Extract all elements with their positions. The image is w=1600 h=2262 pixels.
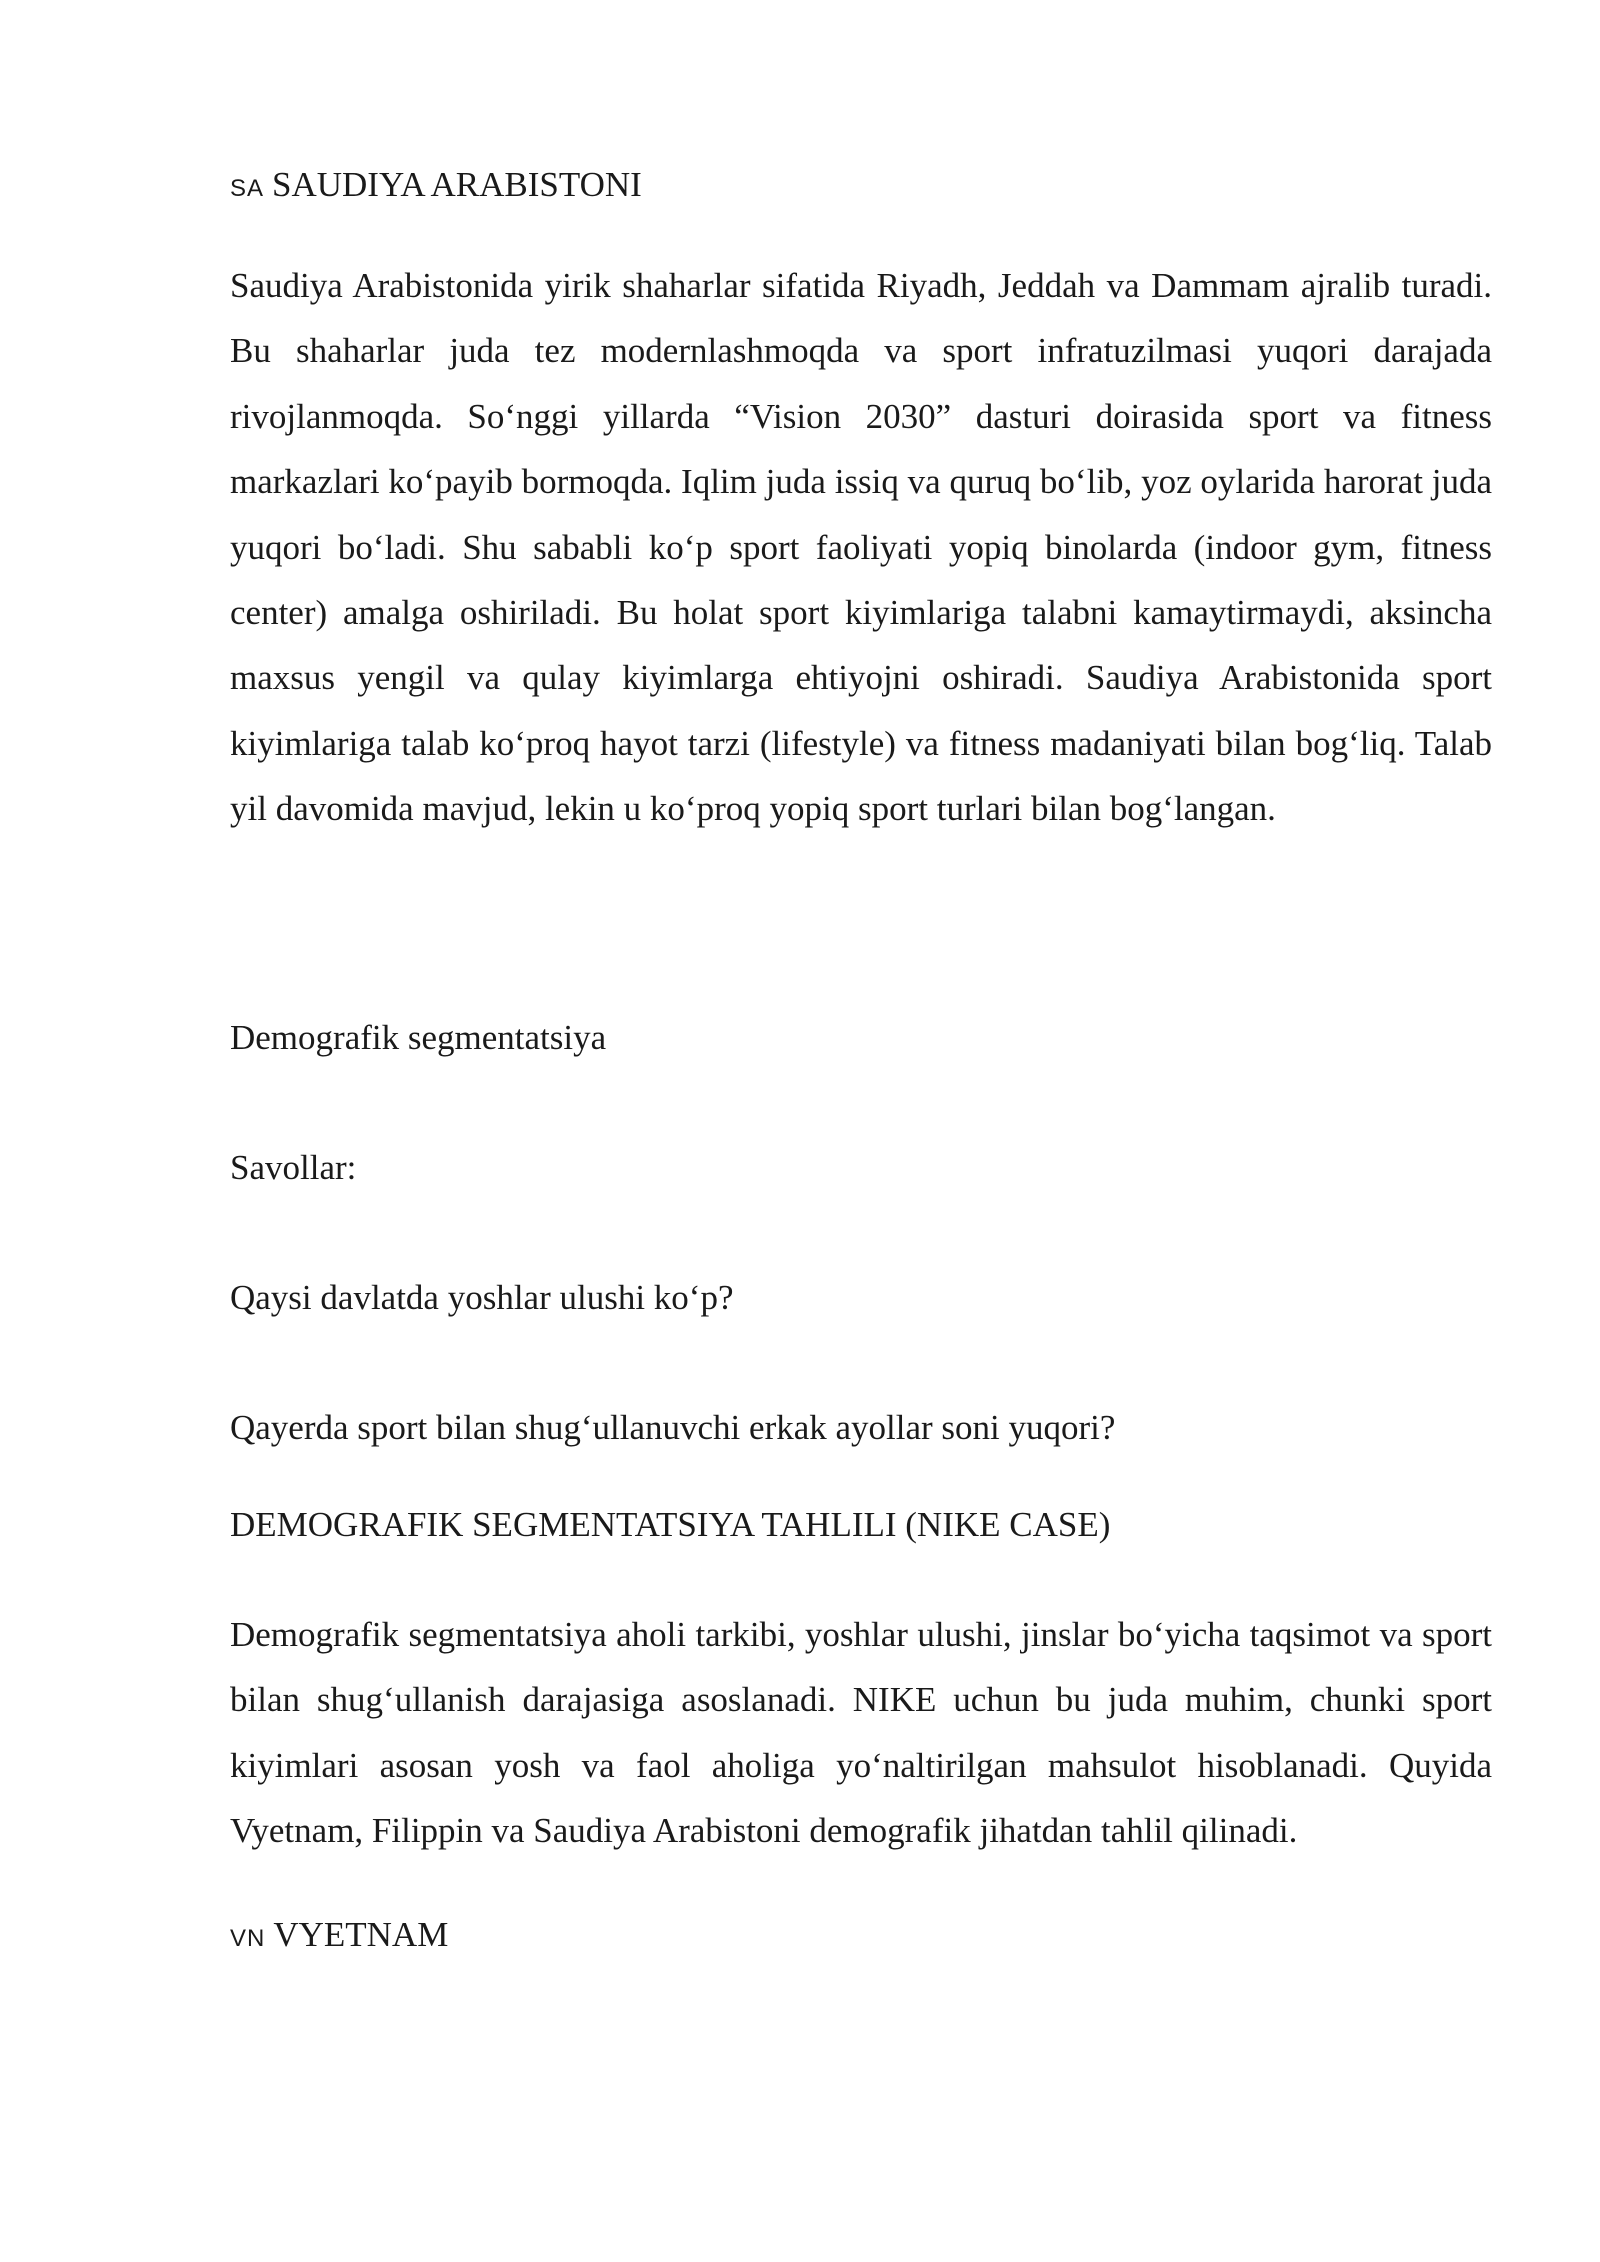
analysis-title: DEMOGRAFIK SEGMENTATSIYA TAHLILI (NIKE CASE) xyxy=(230,1505,1111,1544)
saudi-paragraph: Saudiya Arabistonida yirik shaharlar sifatida Riyadh, Jeddah va Dammam ajralib turadi. Bu shaharlar juda tez modernlashmoqda va sport infratuzilmasi yuqori darajada rivojlanmoqda. So‘nggi yillarda “Vision 2030” dasturi doirasida sport va fitness markazlari ko‘payib bormoqda. Iqlim juda issiq va quruq bo‘lib, yoz oylarida harorat juda yuqori bo‘ladi. Shu sababli ko‘p sport faoliyati yopiq binolarda (indoor gym, fitness center) amalga oshiriladi. Bu holat sport kiyimlariga talabni kamaytirmaydi, aksincha maxsus yengil va qulay kiyimlarga ehtiyojni oshiradi. Saudiya Arabistonida sport kiyimlariga talab ko‘proq hayot tarzi (lifestyle) va fitness madaniyati bilan bog‘liq. Talab yil davomida mavjud, lekin u ko‘proq yopiq sport turlari bilan bog‘langan. xyxy=(230,266,1492,829)
question-2: Qayerda sport bilan shug‘ullanuvchi erkak ayollar soni yuqori? xyxy=(230,1408,1116,1447)
analysis-paragraph: Demografik segmentatsiya aholi tarkibi, yoshlar ulushi, jinslar bo‘yicha taqsimot va sport bilan shug‘ullanish darajasiga asoslanadi. NIKE uchun bu juda muhim, chunki sport kiyimlari asosan yosh va faol aholiga yo‘naltirilgan mahsulot hisoblanadi. Quyida Vyetnam, Filippin va Saudiya Arabistoni demografik jihatdan tahlil qilinadi. xyxy=(230,1615,1492,1851)
vietnam-flag-code: VN xyxy=(230,1925,266,1952)
saudi-flag-code: SA xyxy=(230,175,265,202)
vietnam-title: VYETNAM xyxy=(273,1915,449,1954)
vietnam-heading xyxy=(230,1915,448,1959)
saudi-heading xyxy=(230,165,642,209)
questions-label: Savollar: xyxy=(230,1148,357,1187)
saudi-title: SAUDIYA ARABISTONI xyxy=(272,165,642,204)
question-1: Qaysi davlatda yoshlar ulushi ko‘p? xyxy=(230,1278,734,1317)
demographic-heading: Demografik segmentatsiya xyxy=(230,1018,607,1057)
